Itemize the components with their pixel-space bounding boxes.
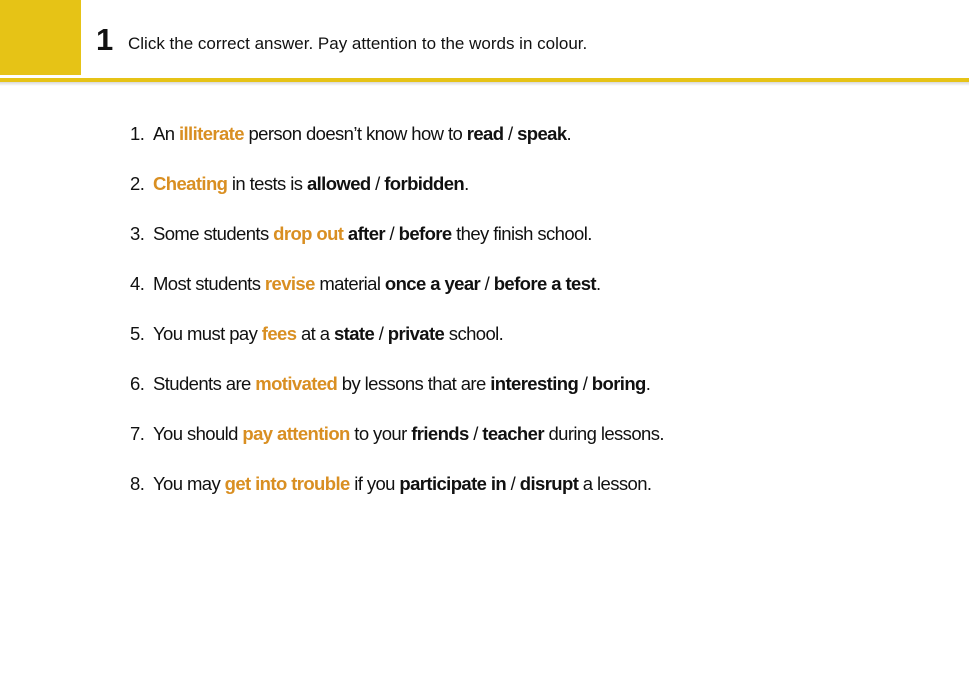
option-separator: / [370, 173, 385, 194]
question-keyword: illiterate [178, 123, 244, 144]
question-text-before: Some students [153, 223, 274, 244]
answer-option-b[interactable]: private [387, 323, 445, 344]
question-text-after: . [645, 373, 651, 394]
question-text-middle: by lessons that are [337, 373, 491, 394]
question-item [130, 322, 664, 372]
answer-option-a[interactable]: allowed [306, 173, 371, 194]
question-keyword: pay attention [242, 423, 350, 444]
question-number: 5. [130, 323, 145, 344]
question-text-after: . [566, 123, 572, 144]
question-item [130, 422, 664, 472]
answer-option-a[interactable]: interesting [490, 373, 579, 394]
exercise-instruction: Click the correct answer. Pay attention to the words in colour. [128, 34, 588, 53]
exercise-number: 1 [96, 22, 114, 57]
option-separator: / [503, 123, 518, 144]
question-number: 3. [130, 223, 145, 244]
question-keyword: fees [261, 323, 297, 344]
option-separator: / [385, 223, 399, 244]
option-separator: / [506, 473, 520, 494]
question-text-middle: if you [349, 473, 400, 494]
question-number: 2. [130, 173, 145, 194]
question-item [130, 372, 664, 422]
question-keyword: drop out [273, 223, 344, 244]
question-number: 4. [130, 273, 145, 294]
question-item [130, 272, 664, 322]
answer-option-b[interactable]: disrupt [519, 473, 579, 494]
option-separator: / [374, 323, 388, 344]
question-number: 7. [130, 423, 145, 444]
question-keyword: Cheating [153, 173, 228, 194]
question-item [130, 472, 664, 522]
answer-option-a[interactable]: after [347, 223, 386, 244]
question-text-before: You should [153, 423, 243, 444]
answer-option-a[interactable]: participate in [399, 473, 507, 494]
question-keyword: revise [264, 273, 315, 294]
question-number: 8. [130, 473, 145, 494]
answer-option-b[interactable]: before [398, 223, 452, 244]
question-text-after: a lesson. [578, 473, 652, 494]
question-text-before: Most students [153, 273, 265, 294]
header-accent-block [0, 0, 81, 75]
answer-option-b[interactable]: teacher [482, 423, 544, 444]
answer-option-b[interactable]: forbidden [384, 173, 465, 194]
question-text-after: they finish school. [451, 223, 592, 244]
answer-option-b[interactable]: boring [591, 373, 646, 394]
option-separator: / [578, 373, 592, 394]
answer-option-b[interactable]: before a test [493, 273, 596, 294]
exercise-header [0, 0, 969, 82]
question-keyword: get into trouble [224, 473, 350, 494]
question-number: 1. [130, 123, 145, 144]
question-text-after: . [595, 273, 601, 294]
question-text-middle: at a [296, 323, 334, 344]
question-text-middle: to your [349, 423, 412, 444]
question-text-before: You may [153, 473, 225, 494]
option-separator: / [480, 273, 494, 294]
question-text-after: during lessons. [543, 423, 664, 444]
question-keyword: motivated [255, 373, 338, 394]
header-divider-shadow [0, 82, 969, 86]
question-text-middle: material [314, 273, 385, 294]
question-text-before: You must pay [153, 323, 262, 344]
question-item [130, 172, 664, 222]
question-text-after: school. [444, 323, 504, 344]
question-text-before: Students are [153, 373, 256, 394]
option-separator: / [468, 423, 483, 444]
answer-option-a[interactable]: friends [411, 423, 469, 444]
question-text-middle: in tests is [227, 173, 307, 194]
question-item [130, 122, 664, 172]
answer-option-b[interactable]: speak [517, 123, 567, 144]
question-list [130, 122, 664, 522]
question-number: 6. [130, 373, 145, 394]
question-text-after: . [464, 173, 469, 194]
question-text-before: An [153, 123, 179, 144]
answer-option-a[interactable]: once a year [384, 273, 481, 294]
question-item [130, 222, 664, 272]
answer-option-a[interactable]: read [466, 123, 504, 144]
answer-option-a[interactable]: state [333, 323, 375, 344]
question-text-middle: person doesn’t know how to [243, 123, 467, 144]
